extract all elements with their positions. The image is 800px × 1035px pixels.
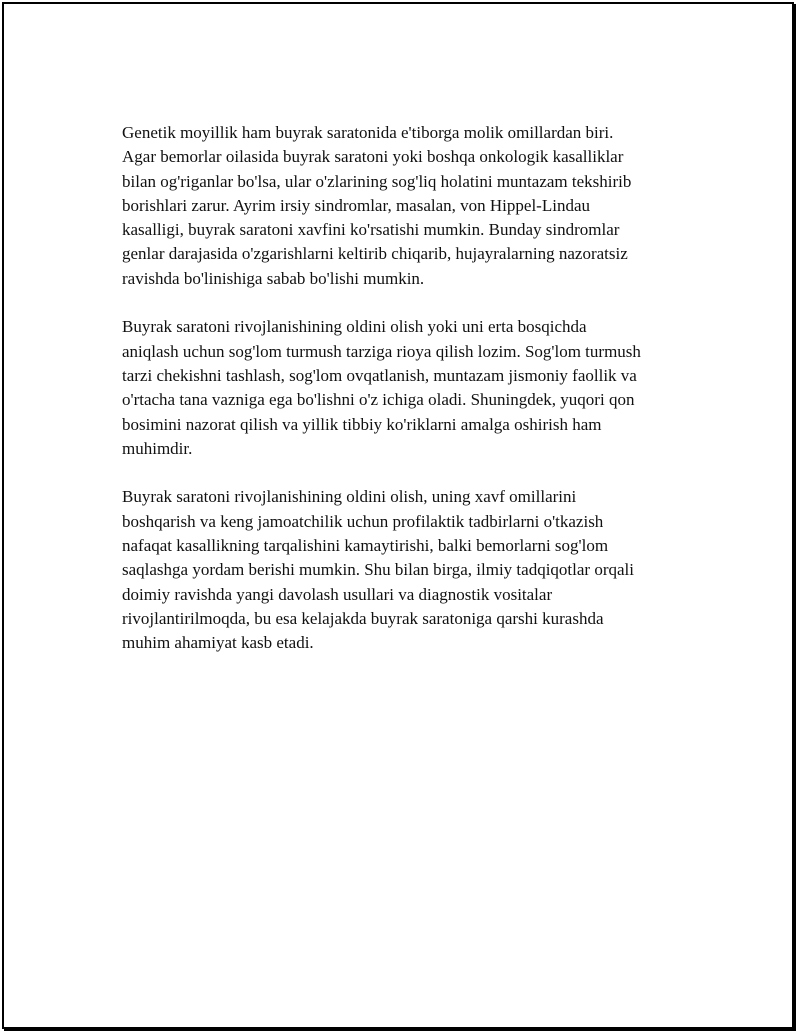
paragraph-healthy-lifestyle: Buyrak saratoni rivojlanishining oldini olish yoki uni erta bosqichda aniqlash uchun sog'lom turmush tarziga rioya qilish lozim. Sog'lom turmush tarzi chekishni tashlash, sog'lom ovqatlanish, muntazam jismoniy faollik va o'rtacha tana vazniga ega bo'lishni o'z ichiga oladi. Shuningdek, yuqori qon bosimini nazorat qilish va yillik tibbiy ko'riklarni amalga oshirish ham muhimdir. bbox=[122, 317, 641, 458]
page-frame bbox=[2, 2, 794, 1029]
paragraph-genetic-predisposition: Genetik moyillik ham buyrak saratonida e'tiborga molik omillardan biri. Agar bemorlar oilasida buyrak saratoni yoki boshqa onkologik kasalliklar bilan og'riganlar bo'lsa, ular o'zlarining sog'liq holatini muntazam tekshirib borishlari zarur. Ayrim irsiy sindromlar, masalan, von Hippel-Lindau kasalligi, buyrak saratoni xavfini ko'rsatishi mumkin. Bunday sindromlar genlar darajasida o'zgarishlarni keltirib chiqarib, hujayralarning nazoratsiz ravishda bo'linishiga sabab bo'lishi mumkin. bbox=[122, 123, 632, 288]
paragraph-prevention-research: Buyrak saratoni rivojlanishining oldini olish, uning xavf omillarini boshqarish va keng jamoatchilik uchun profilaktik tadbirlarni o'tkazish nafaqat kasallikning tarqalishini kamaytirishi, balki bemorlarni sog'lom saqlashga yordam berishi mumkin. Shu bilan birga, ilmiy tadqiqotlar orqali doimiy ravishda yangi davolash usullari va diagnostik vositalar rivojlantirilmoqda, bu esa kelajakda buyrak saratoniga qarshi kurashda muhim ahamiyat kasb etadi. bbox=[122, 487, 634, 653]
document-body bbox=[122, 121, 692, 680]
